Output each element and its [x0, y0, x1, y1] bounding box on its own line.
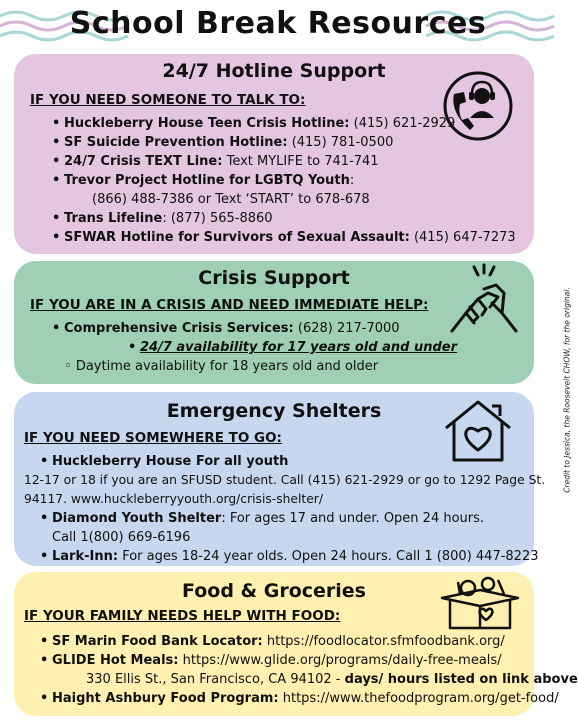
- shelters-list: [14, 452, 546, 566]
- list-item: • Huckleberry House For all youth: [38, 452, 534, 471]
- list-item: • Haight Ashbury Food Program: https://www.thefoodprogram.org/get-food/: [38, 689, 578, 708]
- list-item: • SFWAR Hotline for Survivors of Sexual Assault: (415) 647-7273: [50, 228, 516, 247]
- list-item: • 24/7 availability for 17 years old and under: [126, 338, 457, 357]
- crisis-subtitle: IF YOU ARE IN A CRISIS AND NEED IMMEDIATE HELP:: [30, 297, 429, 313]
- crisis-title: Crisis Support: [198, 267, 350, 289]
- grocery-box-icon: [438, 576, 522, 634]
- crisis-card: [14, 261, 534, 384]
- list-item: • 24/7 Crisis TEXT Line: Text MYLIFE to 741-741: [50, 152, 516, 171]
- list-item: • SF Marin Food Bank Locator: https://foodlocator.sfmfoodbank.org/: [38, 632, 578, 651]
- list-item: • Comprehensive Crisis Services: (628) 217-7000: [50, 319, 457, 338]
- headset-phone-icon: [440, 68, 516, 144]
- list-item: ◦ Daytime availability for 18 years old and older: [64, 357, 457, 376]
- list-item-continuation: 330 Ellis St., San Francisco, CA 94102 - days/ hours listed on link above: [86, 672, 578, 687]
- list-item-continuation: (866) 488-7386 or Text ‘START’ to 678-678: [92, 192, 370, 207]
- food-card: [14, 572, 578, 716]
- list-item-continuation: 12-17 or 18 if you are an SFUSD student. Call (415) 621-2929 or go to 1292 Page St.: [24, 473, 546, 487]
- hotline-subtitle: IF YOU NEED SOMEONE TO TALK TO:: [30, 92, 306, 108]
- list-item: • Diamond Youth Shelter: For ages 17 and under. Open 24 hours.: [38, 509, 534, 528]
- list-item-continuation: 94117. www.huckleberryyouth.org/crisis-shelter/: [24, 492, 323, 506]
- food-list: [38, 632, 578, 708]
- food-title: Food & Groceries: [182, 580, 366, 602]
- list-item: • Trans Lifeline: (877) 565-8860: [50, 209, 516, 228]
- list-item: • Trevor Project Hotline for LGBTQ Youth:: [50, 171, 516, 190]
- shelters-card: [14, 392, 546, 566]
- hotline-card: [14, 54, 534, 254]
- list-item-continuation: Call 1(800) 669-6196: [52, 530, 191, 545]
- credit-note: Credit to Jessica, the Roosevelt CHOW, for the original.: [562, 287, 571, 493]
- house-heart-icon: [442, 398, 514, 464]
- shelters-subtitle: IF YOU NEED SOMEWHERE TO GO:: [24, 430, 282, 446]
- list-item: • Huckleberry House Teen Crisis Hotline: (415) 621-2929: [50, 114, 516, 133]
- page-title: School Break Resources: [69, 6, 487, 41]
- shelters-title: Emergency Shelters: [166, 400, 382, 422]
- list-item: • SF Suicide Prevention Hotline: (415) 781-0500: [50, 133, 516, 152]
- hotline-title: 24/7 Hotline Support: [162, 60, 386, 82]
- list-item: • GLIDE Hot Meals: https://www.glide.org/programs/daily-free-meals/: [38, 651, 578, 670]
- handshake-icon: [444, 263, 524, 335]
- crisis-list: [50, 319, 457, 376]
- food-subtitle: IF YOUR FAMILY NEEDS HELP WITH FOOD:: [24, 608, 341, 624]
- list-item: • Lark-Inn: For ages 18-24 year olds. Open 24 hours. Call 1 (800) 447-8223: [38, 547, 534, 566]
